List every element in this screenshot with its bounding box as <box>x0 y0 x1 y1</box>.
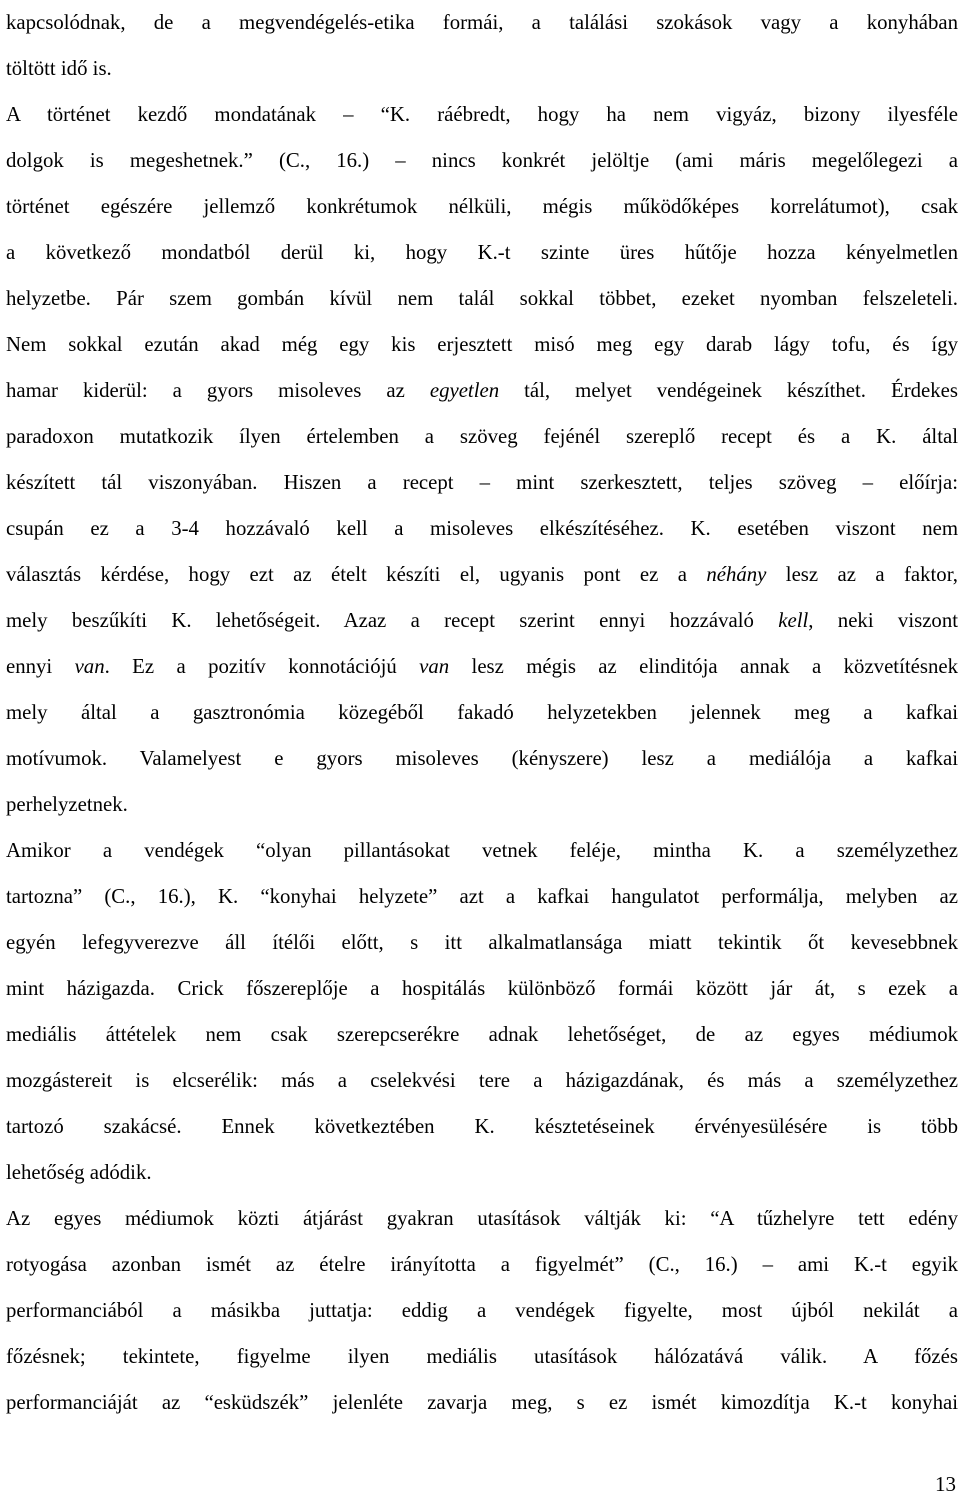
paragraph <box>6 0 958 92</box>
text-line: ennyi van. Ez a pozitív konnotációjú van lesz mégis az elinditója annak a közvetítésnek <box>6 655 958 678</box>
text-line: dolgok is megeshetnek.” (C., 16.) – nincs konkrét jelöltje (ami máris megelőlegezi a <box>6 149 958 172</box>
text-line: mely beszűkíti K. lehetőségeit. Azaz a recept szerint ennyi hozzávaló kell, neki viszont <box>6 609 959 632</box>
text-line: csupán ez a 3-4 hozzávaló kell a misoleves elkészítéséhez. K. esetében viszont nem <box>6 517 958 540</box>
text-line: történet egészére jellemző konkrétumok nélküli, mégis működőképes korrelátumot), csak <box>6 195 958 218</box>
emphasized-word: van <box>74 655 105 678</box>
document-page <box>6 0 958 1426</box>
emphasized-word: néhány <box>706 563 767 586</box>
body-text <box>6 0 958 1426</box>
text-line: paradoxon mutatkozik ílyen értelemben a szöveg fejénél szereplő recept és a K. által <box>6 425 958 448</box>
text-line: főzésnek; tekintete, figyelme ilyen mediális utasítások hálózatává válik. A főzés <box>6 1345 958 1368</box>
text-line: motívumok. Valamelyest e gyors misoleves (kényszere) lesz a mediálója a kafkai <box>6 747 958 770</box>
text-line: mozgástereit is elcserélik: más a cselekvési tere a házigazdának, és más a személyzethez <box>6 1069 958 1092</box>
paragraph <box>6 828 958 1196</box>
text-line: mediális áttételek nem csak szerepcserékre adnak lehetőséget, de az egyes médiumok <box>6 1023 958 1046</box>
text-line: választás kérdése, hogy ezt az ételt készíti el, ugyanis pont ez a néhány lesz az a faktor, <box>6 563 958 586</box>
paragraph <box>6 1196 958 1426</box>
text-line: Az egyes médiumok közti átjárást gyakran utasítások váltják ki: “A tűzhelyre tett edény <box>6 1207 958 1230</box>
emphasized-word: egyetlen <box>429 379 500 402</box>
text-line: mint házigazda. Crick főszereplője a hospitálás különböző formái között jár át, s ezek a <box>6 977 958 1000</box>
text-line: egyén lefegyverezve áll ítélői előtt, s itt alkalmatlansága miatt tekintik őt kevesebbnek <box>6 931 958 954</box>
text-line: helyzetbe. Pár szem gombán kívül nem talál sokkal többet, ezeket nyomban felszeleteli. <box>6 287 958 310</box>
text-line: készített tál viszonyában. Hiszen a recept – mint szerkesztett, teljes szöveg – előírja: <box>6 471 958 494</box>
paragraph <box>6 92 958 828</box>
text-line: töltött idő is. <box>6 57 112 80</box>
text-line: kapcsolódnak, de a megvendégelés-etika formái, a találási szokások vagy a konyhában <box>6 11 958 34</box>
text-line: tartozó szakácsé. Ennek következtében K. késztetéseinek érvényesülésére is több <box>6 1115 958 1138</box>
text-line: hamar kiderül: a gyors misoleves az egyetlen tál, melyet vendégeinek készíthet. Érdekes <box>6 379 958 402</box>
text-line: lehetőség adódik. <box>6 1161 152 1184</box>
text-line: tartozna” (C., 16.), K. “konyhai helyzete” azt a kafkai hangulatot performálja, melyben az <box>6 885 958 908</box>
emphasized-word: van <box>419 655 450 678</box>
emphasized-word: kell <box>778 609 809 632</box>
text-line: Amikor a vendégek “olyan pillantásokat vetnek feléje, mintha K. a személyzethez <box>6 839 958 862</box>
text-line: perhelyzetnek. <box>6 793 128 816</box>
text-line: A történet kezdő mondatának – “K. ráébredt, hogy ha nem vigyáz, bizony ilyesféle <box>6 103 958 126</box>
text-line: rotyogása azonban ismét az ételre irányította a figyelmét” (C., 16.) – ami K.-t egyik <box>6 1253 958 1276</box>
page-number: 13 <box>935 1472 956 1496</box>
text-line: mely által a gasztronómia közegéből fakadó helyzetekben jelennek meg a kafkai <box>6 701 958 724</box>
text-line: Nem sokkal ezután akad még egy kis erjesztett misó meg egy darab lágy tofu, és így <box>6 333 958 356</box>
text-line: a következő mondatból derül ki, hogy K.-t szinte üres hűtője hozza kényelmetlen <box>6 241 958 264</box>
text-line: performanciából a másikba juttatja: eddig a vendégek figyelte, most újból nekilát a <box>6 1299 958 1322</box>
text-line: performanciáját az “esküdszék” jelenléte zavarja meg, s ez ismét kimozdítja K.-t konyhai <box>6 1391 958 1414</box>
